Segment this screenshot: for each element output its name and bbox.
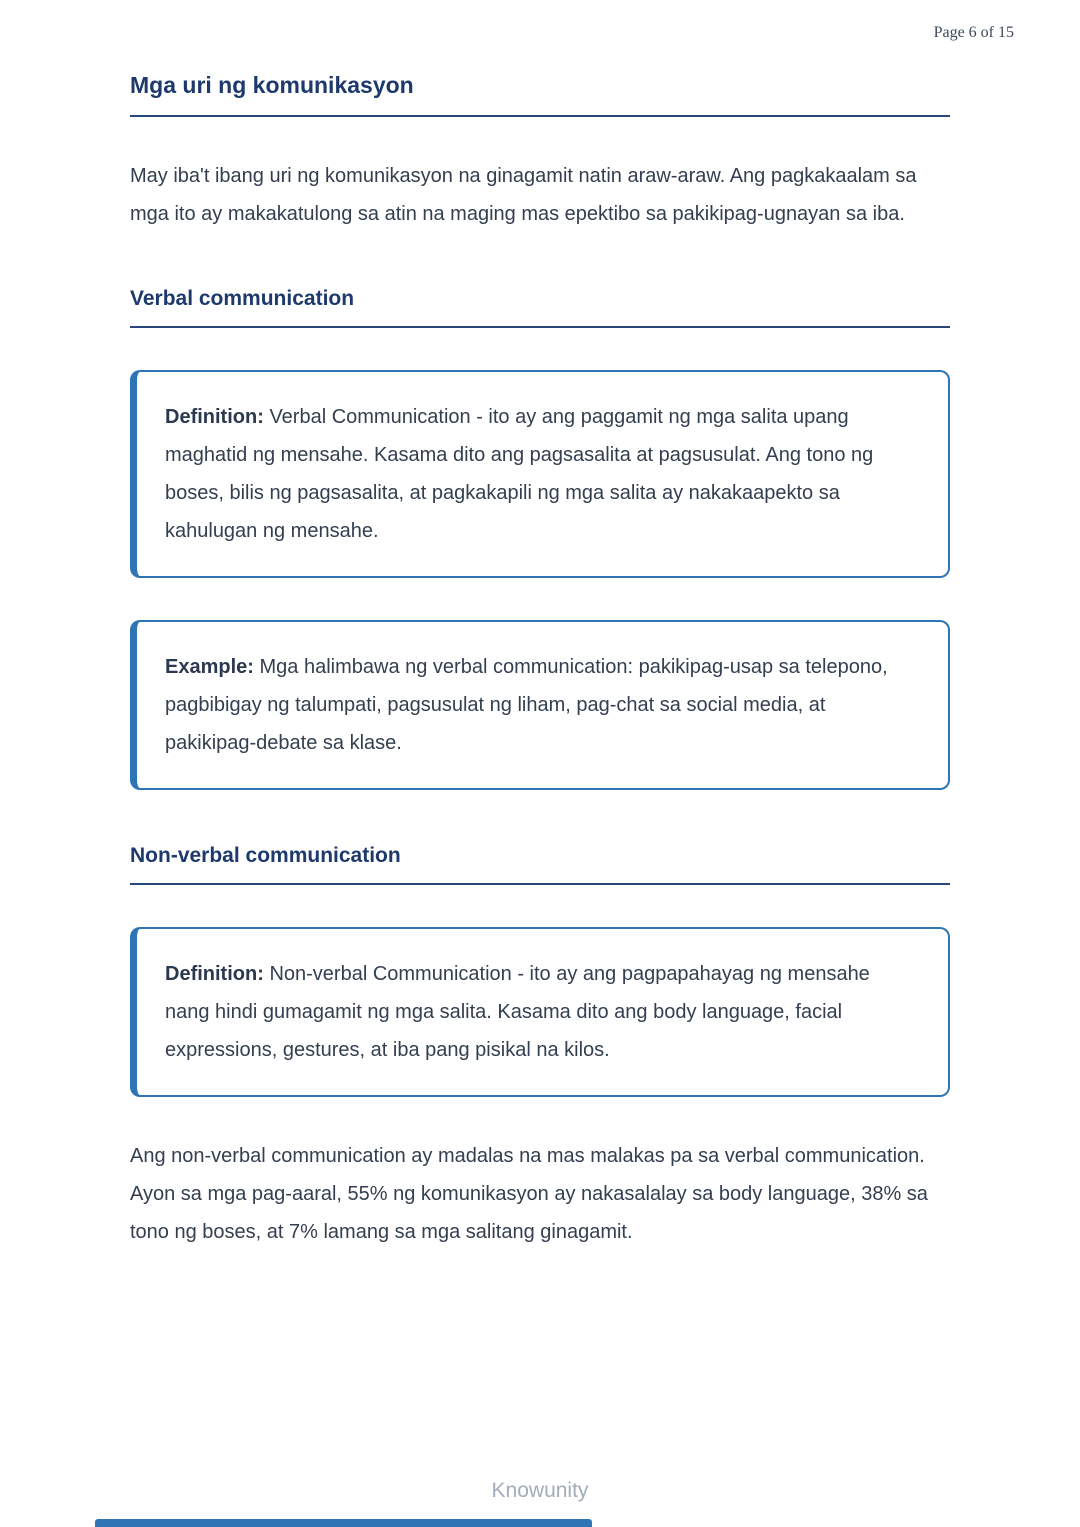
intro-paragraph: May iba't ibang uri ng komunikasyon na ginagamit natin araw-araw. Ang pagkakaalam sa mga ito ay makakatulong sa atin na maging mas epektibo sa pakikipag-ugnayan sa iba. <box>130 165 917 225</box>
definition-box-nonverbal <box>130 927 950 1097</box>
example-box-verbal <box>130 620 950 790</box>
definition-box-nonverbal-text <box>165 955 916 1069</box>
example-body: Mga halimbawa ng verbal communication: pakikipag-usap sa telepono, pagbibigay ng talumpati, pagsusulat ng liham, pag-chat sa social media, at pakikipag-debate sa klase. <box>165 656 888 754</box>
definition-body: Non-verbal Communication - ito ay ang pagpapahayag ng mensahe nang hindi gumagamit ng mga salita. Kasama dito ang body language, facial expressions, gestures, at iba pang pisikal na kilos. <box>165 963 870 1061</box>
footer-brand-knowunity: Knowunity <box>491 1479 589 1502</box>
definition-label: Definition: <box>165 406 264 428</box>
closing-paragraph: Ang non-verbal communication ay madalas na mas malakas pa sa verbal communication. Ayon sa mga pag-aaral, 55% ng komunikasyon ay nakasalalay sa body language, 38% sa tono ng boses, at 7% lamang sa mga salitang ginagamit. <box>130 1145 928 1243</box>
definition-label: Definition: <box>165 963 264 985</box>
definition-box-verbal <box>130 370 950 578</box>
definition-body: Verbal Communication - ito ay ang paggamit ng mga salita upang maghatid ng mensahe. Kasama dito ang pagsasalita at pagsusulat. Ang tono ng boses, bilis ng pagsasalita, at pagkakapili ng mga salita ay nakakaapekto sa kahulugan ng mensahe. <box>165 406 874 542</box>
definition-box-verbal-text <box>165 398 916 550</box>
section-heading-nonverbal-communication: Non-verbal communication <box>130 844 950 885</box>
example-box-verbal-text <box>165 648 916 762</box>
bottom-accent-bar <box>95 1519 592 1527</box>
page-title: Mga uri ng komunikasyon <box>130 72 950 117</box>
page-number-indicator: Page 6 of 15 <box>933 24 1014 41</box>
example-label: Example: <box>165 656 254 678</box>
section-heading-verbal-communication: Verbal communication <box>130 287 950 328</box>
